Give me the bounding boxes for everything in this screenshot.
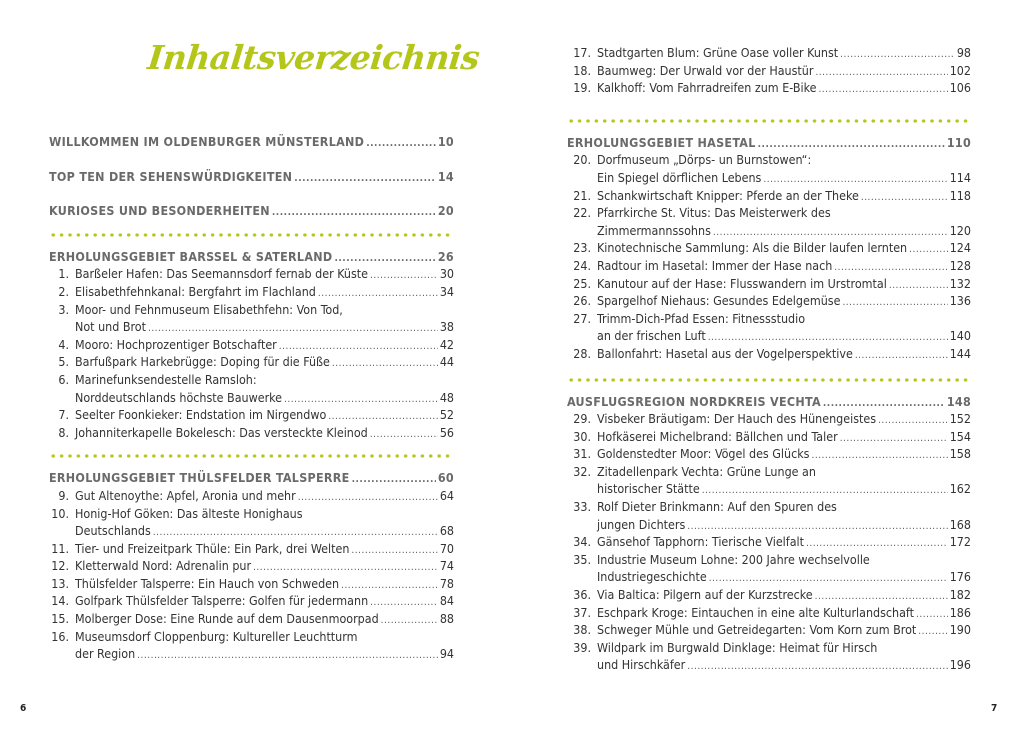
toc-entry	[49, 265, 454, 283]
entry-title: Industrie Museum Lohne: 200 Jahre wechselvolle	[597, 551, 870, 567]
entry-page: 88	[439, 611, 454, 627]
entry-page: 78	[439, 575, 454, 591]
entry-title: Norddeutschlands höchste Bauwerke	[75, 389, 283, 405]
entry-page: 30	[439, 266, 454, 282]
dot-leader	[370, 267, 438, 285]
toc-entry-line	[567, 463, 971, 481]
entry-page: 118	[949, 187, 971, 203]
entry-number: 15.	[51, 611, 69, 627]
entry-title: Not und Brot	[75, 319, 146, 335]
toc-entry	[49, 424, 454, 442]
top-entry	[49, 202, 454, 220]
entry-number: 29.	[573, 411, 591, 427]
toc-entry	[567, 257, 971, 275]
top-entry-label: TOP TEN DER SEHENSWÜRDIGKEITEN	[49, 168, 293, 184]
entry-title: Honig-Hof Göken: Das älteste Honighaus	[75, 505, 303, 521]
entry-number: 13.	[51, 575, 69, 591]
entry-title: Trimm-Dich-Pfad Essen: Fitnessstudio	[597, 310, 806, 326]
dotted-divider	[567, 119, 971, 123]
entry-title: Golfpark Thülsfelder Talsperre: Golfen für jedermann	[75, 593, 369, 609]
entry-page: 98	[956, 45, 971, 60]
entry-number: 3.	[58, 301, 69, 317]
entry-number: 2.	[58, 283, 69, 299]
section-heading	[49, 248, 454, 266]
entry-number: 1.	[58, 266, 69, 282]
dotted-divider	[49, 454, 454, 458]
entry-number: 16.	[51, 628, 69, 644]
toc-entry-line	[567, 498, 971, 516]
toc-entry-line	[567, 551, 971, 569]
entry-title: Museumsdorf Cloppenburg: Kultureller Leuchtturm	[75, 628, 358, 644]
entry-title: Radtour im Hasetal: Immer der Hase nach	[597, 257, 833, 273]
entry-number: 17.	[573, 45, 591, 60]
toc-entry	[567, 621, 971, 639]
entry-title: Via Baltica: Pilgern auf der Kurzstrecke	[597, 587, 813, 603]
section-heading	[567, 393, 971, 411]
entry-title: der Region	[75, 646, 136, 662]
entry-number: 39.	[573, 639, 591, 655]
toc-entry-line	[49, 301, 454, 319]
entry-page: 34	[439, 283, 454, 299]
entry-page: 158	[949, 446, 971, 462]
entry-title: historischer Stätte	[597, 481, 700, 497]
toc-entry	[49, 389, 454, 407]
dot-leader	[889, 277, 948, 295]
entry-page: 186	[949, 604, 971, 620]
entry-number: 5.	[58, 354, 69, 370]
entry-page: 68	[439, 523, 454, 539]
dot-leader	[811, 447, 947, 465]
entry-page: 172	[949, 534, 971, 550]
toc-entry	[567, 62, 971, 80]
entry-page: 124	[949, 240, 971, 256]
entry-number: 14.	[51, 593, 69, 609]
toc-entry	[49, 522, 454, 540]
dot-leader	[916, 606, 948, 624]
entry-number: 8.	[58, 424, 69, 440]
top-entry	[49, 168, 454, 186]
entry-title: Pfarrkirche St. Vitus: Das Meisterwerk des	[597, 205, 831, 221]
right-toc	[567, 44, 971, 674]
entry-page: 114	[949, 169, 971, 185]
entry-title: Seelter Foonkieker: Endstation im Nirgendwo	[75, 407, 327, 423]
toc-entry	[49, 406, 454, 424]
entry-page: 190	[949, 622, 971, 638]
entry-title: Thülsfelder Talsperre: Ein Hauch von Schweden	[75, 575, 340, 591]
dot-leader	[137, 647, 438, 665]
toc-entry	[567, 44, 971, 62]
dot-leader	[294, 170, 436, 188]
entry-page: 52	[439, 407, 454, 423]
entry-number: 22.	[573, 205, 591, 221]
entry-page: 84	[439, 593, 454, 609]
spacer	[49, 151, 454, 168]
dot-leader	[815, 64, 947, 82]
dot-leader	[332, 355, 438, 373]
toc-entry-line	[567, 151, 971, 169]
entry-title: Kinotechnische Sammlung: Als die Bilder laufen lernten	[597, 240, 908, 256]
entry-page: 162	[949, 481, 971, 497]
entry-number: 33.	[573, 499, 591, 515]
toc-entry-line	[49, 628, 454, 646]
entry-number: 26.	[573, 293, 591, 309]
entry-title: und Hirschkäfer	[597, 657, 686, 673]
entry-number: 28.	[573, 345, 591, 361]
dot-leader	[855, 347, 948, 365]
entry-page: 70	[439, 540, 454, 556]
toc-entry	[567, 480, 971, 498]
dot-leader	[818, 81, 947, 99]
entry-number: 35.	[573, 551, 591, 567]
entry-number: 9.	[58, 487, 69, 503]
entry-title: Ballonfahrt: Hasetal aus der Vogelperspektive	[597, 345, 853, 361]
entry-title: Gänsehof Tapphorn: Tierische Vielfalt	[597, 534, 804, 550]
entry-page: 64	[439, 487, 454, 503]
section-heading	[49, 469, 454, 487]
section-heading-label: AUSFLUGSREGION NORDKREIS VECHTA	[567, 393, 821, 409]
entry-title: Barßeler Hafen: Das Seemannsdorf fernab der Küste	[75, 266, 369, 282]
entry-page: 154	[949, 428, 971, 444]
entry-title: Zimmermannssohns	[597, 222, 711, 238]
dot-leader	[351, 542, 437, 560]
page-number-right: 7	[991, 703, 998, 714]
toc-entry	[567, 586, 971, 604]
entry-title: Hofkäserei Michelbrand: Bällchen und Taler	[597, 428, 838, 444]
entry-page: 144	[949, 345, 971, 361]
entry-number: 11.	[51, 540, 69, 556]
entry-number: 19.	[573, 80, 591, 96]
page-number-left: 6	[20, 703, 27, 714]
entry-page: 140	[949, 328, 971, 344]
entry-page: 42	[439, 336, 454, 352]
dot-leader	[878, 412, 948, 430]
entry-title: Visbeker Bräutigam: Der Hauch des Hünengeistes	[597, 411, 877, 427]
entry-title: Schankwirtschaft Knipper: Pferde an der Theke	[597, 187, 859, 203]
section-page: 26	[437, 248, 454, 264]
entry-title: jungen Dichters	[597, 516, 686, 532]
entry-number: 24.	[573, 257, 591, 273]
toc-title: Inhaltsverzeichnis	[145, 38, 482, 77]
entry-page: 106	[949, 80, 971, 96]
toc-entry	[567, 345, 971, 363]
top-entry-page: 20	[437, 203, 454, 219]
entry-title: Kalkhoff: Vom Fahrradreifen zum E-Bike	[597, 80, 817, 96]
dot-leader	[298, 489, 438, 507]
entry-page: 38	[439, 319, 454, 335]
top-entry-label: KURIOSES UND BESONDERHEITEN	[49, 203, 270, 219]
toc-entry	[49, 487, 454, 505]
entry-title: Barfußpark Harkebrügge: Doping für die Füße	[75, 354, 330, 370]
top-entry-page: 14	[437, 168, 454, 184]
section-heading-label: ERHOLUNGSGEBIET BARSSEL & SATERLAND	[49, 248, 333, 264]
dot-leader	[370, 594, 438, 612]
entry-number: 18.	[573, 62, 591, 78]
entry-page: 94	[439, 646, 454, 662]
entry-number: 31.	[573, 446, 591, 462]
toc-entry	[567, 79, 971, 97]
entry-title: Moor- und Fehnmuseum Elisabethfehn: Von Tod,	[75, 301, 343, 317]
entry-title: Industriegeschichte	[597, 569, 707, 585]
entry-page: 48	[439, 389, 454, 405]
dot-leader	[909, 241, 948, 259]
entry-number: 20.	[573, 152, 591, 168]
section-heading-label: ERHOLUNGSGEBIET THÜLSFELDER TALSPERRE	[49, 470, 350, 486]
dot-leader	[840, 430, 948, 448]
entry-number: 36.	[573, 587, 591, 603]
toc-entry	[567, 275, 971, 293]
entry-page: 120	[949, 222, 971, 238]
dotted-divider	[49, 233, 454, 237]
entry-number: 4.	[58, 336, 69, 352]
toc-entry	[567, 292, 971, 310]
entry-page: 44	[439, 354, 454, 370]
entry-number: 27.	[573, 310, 591, 326]
toc-entry	[49, 540, 454, 558]
toc-entry	[49, 645, 454, 663]
entry-title: Ein Spiegel dörflichen Lebens	[597, 169, 762, 185]
entry-title: Schweger Mühle und Getreidegarten: Vom Korn zum Brot	[597, 622, 917, 638]
entry-title: Johanniterkapelle Bokelesch: Das versteckte Kleinod	[75, 424, 368, 440]
entry-page: 56	[439, 424, 454, 440]
top-entry-label: WILLKOMMEN IM OLDENBURGER MÜNSTERLAND	[49, 134, 365, 149]
entry-title: Spargelhof Niehaus: Gesundes Edelgemüse	[597, 293, 841, 309]
dot-leader	[381, 612, 438, 630]
toc-entry-line	[49, 371, 454, 389]
toc-entry-line	[567, 204, 971, 222]
toc-entry	[567, 604, 971, 622]
entry-number: 30.	[573, 428, 591, 444]
entry-title: Deutschlands	[75, 523, 151, 539]
entry-number: 34.	[573, 534, 591, 550]
entry-title: Marinefunksendestelle Ramsloh:	[75, 371, 257, 387]
entry-number: 23.	[573, 240, 591, 256]
toc-entry-line	[49, 505, 454, 523]
toc-entry	[49, 610, 454, 628]
entry-number: 7.	[58, 407, 69, 423]
entry-number: 38.	[573, 622, 591, 638]
toc-entry	[567, 327, 971, 345]
entry-page: 128	[949, 257, 971, 273]
entry-title: Goldenstedter Moor: Vögel des Glücks	[597, 446, 810, 462]
entry-title: Molberger Dose: Eine Runde auf dem Dausenmoorpad	[75, 611, 379, 627]
entry-page: 176	[949, 569, 971, 585]
dot-leader	[272, 204, 436, 222]
section-heading	[567, 134, 971, 152]
entry-title: Mooro: Hochprozentiger Botschafter	[75, 336, 277, 352]
dotted-divider	[567, 378, 971, 382]
entry-number: 32.	[573, 463, 591, 479]
entry-number: 25.	[573, 275, 591, 291]
entry-title: Zitadellenpark Vechta: Grüne Lunge an	[597, 463, 816, 479]
toc-entry	[49, 575, 454, 593]
entry-page: 132	[949, 275, 971, 291]
entry-title: Wildpark im Burgwald Dinklage: Heimat für Hirsch	[597, 639, 878, 655]
entry-page: 102	[949, 62, 971, 78]
entry-page: 152	[949, 411, 971, 427]
section-page: 148	[946, 393, 971, 409]
entry-page: 182	[949, 587, 971, 603]
toc-entry	[49, 557, 454, 575]
entry-title: Rolf Dieter Brinkmann: Auf den Spuren des	[597, 499, 837, 515]
dot-leader	[918, 623, 947, 641]
section-page: 110	[946, 134, 971, 150]
spacer	[49, 185, 454, 202]
toc-entry	[49, 318, 454, 336]
entry-title: Tier- und Freizeitpark Thüle: Ein Park, drei Welten	[75, 540, 350, 556]
entry-number: 21.	[573, 187, 591, 203]
toc-entry	[567, 533, 971, 551]
entry-title: Eschpark Kroge: Eintauchen in eine alte Kulturlandschaft	[597, 604, 915, 620]
entry-title: an der frischen Luft	[597, 328, 706, 344]
dot-leader	[687, 658, 947, 676]
entry-title: Kletterwald Nord: Adrenalin pur	[75, 558, 252, 574]
dot-leader	[366, 135, 436, 153]
toc-entry	[49, 592, 454, 610]
entry-number: 37.	[573, 604, 591, 620]
entry-title: Stadtgarten Blum: Grüne Oase voller Kunst	[597, 45, 839, 60]
section-page: 60	[437, 470, 454, 486]
left-toc	[49, 133, 454, 663]
right-page	[510, 0, 1020, 732]
dot-leader	[352, 471, 436, 489]
dot-leader	[840, 46, 955, 64]
toc-entry	[567, 568, 971, 586]
toc-entry	[567, 222, 971, 240]
section-heading-label: ERHOLUNGSGEBIET HASETAL	[567, 134, 756, 150]
entry-title: Elisabethfehnkanal: Bergfahrt im Flachland	[75, 283, 316, 299]
toc-entry	[49, 283, 454, 301]
top-entry-page: 10	[437, 134, 454, 149]
dot-leader	[842, 294, 947, 312]
toc-entry	[567, 169, 971, 187]
entry-title: Baumweg: Der Urwald vor der Haustür	[597, 62, 814, 78]
entry-page: 74	[439, 558, 454, 574]
toc-entry	[567, 410, 971, 428]
toc-entry	[49, 353, 454, 371]
toc-entry-line	[567, 310, 971, 328]
entry-page: 196	[949, 657, 971, 673]
entry-number: 12.	[51, 558, 69, 574]
toc-entry	[567, 516, 971, 534]
entry-number: 6.	[58, 371, 69, 387]
dot-leader	[861, 189, 948, 207]
entry-page: 136	[949, 293, 971, 309]
top-entry	[49, 133, 454, 151]
entry-title: Kanutour auf der Hase: Flusswandern im Urstromtal	[597, 275, 887, 291]
toc-entry	[567, 187, 971, 205]
toc-entry	[567, 428, 971, 446]
entry-number: 10.	[51, 505, 69, 521]
entry-title: Dorfmuseum „Dörps- un Burnstowen“:	[597, 152, 812, 168]
toc-entry	[567, 656, 971, 674]
entry-title: Gut Altenoythe: Apfel, Aronia und mehr	[75, 487, 296, 503]
entry-page: 168	[949, 516, 971, 532]
toc-entry	[567, 445, 971, 463]
toc-entry	[567, 239, 971, 257]
toc-entry	[49, 336, 454, 354]
toc-entry-line	[567, 639, 971, 657]
dot-leader	[370, 426, 438, 444]
